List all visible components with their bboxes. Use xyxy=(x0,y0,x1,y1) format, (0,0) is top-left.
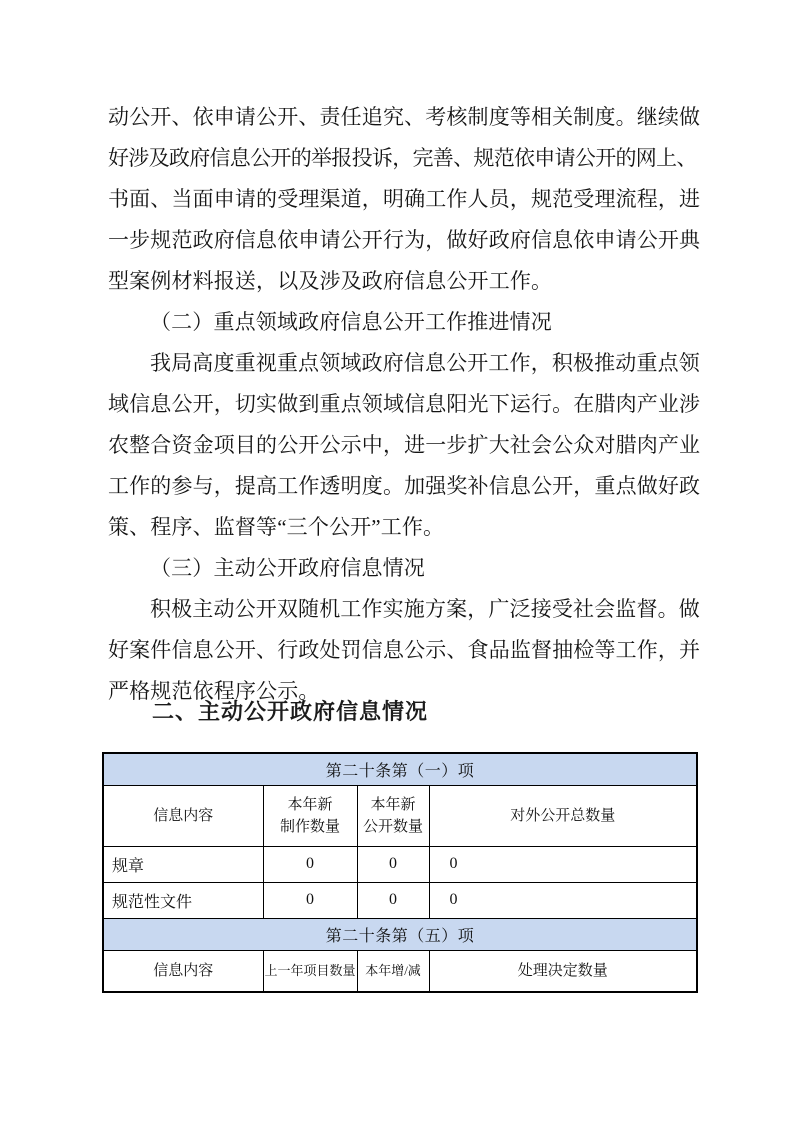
statistics-table-grid xyxy=(102,752,698,993)
sub-section-heading: （二）重点领域政府信息公开工作推进情况 xyxy=(150,310,552,334)
table-cell: 0 xyxy=(429,846,697,882)
main-section-heading: 二、主动公开政府信息情况 xyxy=(152,699,429,724)
table-section-band-row xyxy=(103,918,697,950)
table-section-band-row xyxy=(103,753,697,785)
table-row xyxy=(103,882,697,918)
table-cell: 0 xyxy=(263,882,357,918)
body-text-line: 书面、当面申请的受理渠道，明确工作人员，规范受理流程，进 xyxy=(108,187,701,211)
table-row xyxy=(103,846,697,882)
body-text-line: 积极主动公开双随机工作实施方案，广泛接受社会监督。做 xyxy=(150,597,700,621)
body-text-line: 型案例材料报送，以及涉及政府信息公开工作。 xyxy=(108,269,553,293)
body-text-line: 动公开、依申请公开、责任追究、考核制度等相关制度。继续做 xyxy=(108,105,701,129)
body-text-line: 严格规范依程序公示。 xyxy=(108,679,320,703)
body-text-line: 策、程序、监督等“三个公开”工作。 xyxy=(108,515,445,539)
table-cell: 0 xyxy=(263,846,357,882)
table-header-cell: 上一年项目数量 xyxy=(263,950,357,992)
table-header-row xyxy=(103,785,697,846)
table-header-cell: 本年新 制作数量 xyxy=(263,785,357,846)
body-text-line: 我局高度重视重点领域政府信息公开工作，积极推动重点领 xyxy=(150,351,700,375)
table-header-cell: 本年新 公开数量 xyxy=(357,785,429,846)
table-header-cell: 信息内容 xyxy=(103,785,263,846)
table-cell: 0 xyxy=(357,882,429,918)
table-header-row xyxy=(103,950,697,992)
body-text-line: 域信息公开，切实做到重点领域信息阳光下运行。在腊肉产业涉 xyxy=(108,392,701,416)
statistics-table xyxy=(102,752,696,993)
table-header-cell: 信息内容 xyxy=(103,950,263,992)
table-header-cell: 本年增/减 xyxy=(357,950,429,992)
body-text-line: 工作的参与，提高工作透明度。加强奖补信息公开，重点做好政 xyxy=(108,474,701,498)
table-cell: 规范性文件 xyxy=(103,882,263,918)
sub-section-heading: （三）主动公开政府信息情况 xyxy=(150,556,425,580)
table-header-cell: 对外公开总数量 xyxy=(429,785,697,846)
table-section-title: 第二十条第（一）项 xyxy=(103,753,697,785)
body-text-line: 农整合资金项目的公开公示中，进一步扩大社会公众对腊肉产业 xyxy=(108,433,701,457)
body-text-line: 好涉及政府信息公开的举报投诉，完善、规范依申请公开的网上、 xyxy=(108,146,697,170)
table-cell: 规章 xyxy=(103,846,263,882)
document-body-text xyxy=(108,97,700,712)
table-section-title: 第二十条第（五）项 xyxy=(103,918,697,950)
table-cell: 0 xyxy=(429,882,697,918)
table-header-cell: 处理决定数量 xyxy=(429,950,697,992)
table-cell: 0 xyxy=(357,846,429,882)
body-text-line: 好案件信息公开、行政处罚信息公示、食品监督抽检等工作，并 xyxy=(108,638,701,662)
body-text-line: 一步规范政府信息依申请公开行为，做好政府信息依申请公开典 xyxy=(108,228,701,252)
